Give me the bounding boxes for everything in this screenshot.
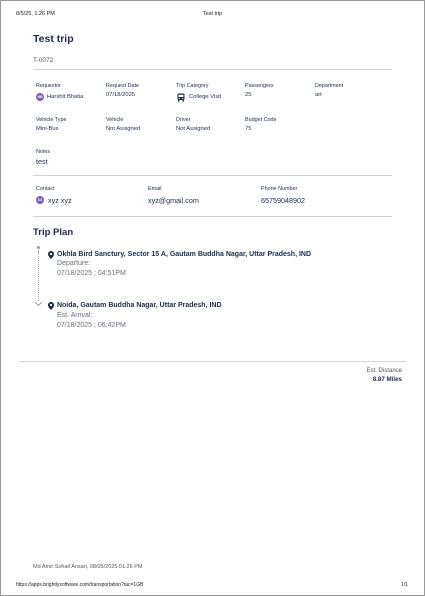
location-pin-icon xyxy=(48,251,54,259)
budget-code-label: Budget Code xyxy=(245,117,277,123)
stop-arrival-label: Est. Arrival: xyxy=(57,312,93,319)
divider xyxy=(33,175,392,176)
notes-label: Notes xyxy=(36,149,51,155)
distance-value: 8.87 Miles xyxy=(372,376,402,383)
driver-label: Driver xyxy=(176,117,191,123)
vehicle-value: Not Assigned xyxy=(106,126,141,132)
email-label: Email xyxy=(148,186,162,192)
phone-label: Phone Number xyxy=(261,186,298,192)
phone-value[interactable]: 65759048902 xyxy=(261,196,305,205)
divider xyxy=(33,216,392,217)
footer-url: https://apps.brightlysoftware.com/transportation?tac=1GB xyxy=(16,582,144,588)
footer-page-number: 1/1 xyxy=(401,582,408,588)
print-datetime: 8/5/25, 1:26 PM xyxy=(16,11,55,17)
passengers-label: Passengers xyxy=(245,83,274,89)
trip-code: T-0072 xyxy=(33,57,54,64)
notes-value: test xyxy=(36,157,48,166)
contact-name[interactable]: xyz xyz xyxy=(48,196,72,205)
trip-title: Test trip xyxy=(33,33,74,45)
driver-value: Not Assigned xyxy=(176,126,211,132)
stop-name: Noida, Gautam Buddha Nagar, Uttar Pradesh, IND xyxy=(57,302,222,309)
trip-category-label: Trip Category xyxy=(176,83,209,89)
vehicle-type-label: Vehicle Type xyxy=(36,117,67,123)
contact-avatar: XX xyxy=(37,198,43,202)
department-label: Department xyxy=(315,83,344,89)
budget-code-value: 75 xyxy=(245,126,252,132)
stop-name: Okhla Bird Sanctury, Sector 15 A, Gautam Buddha Nagar, Uttar Pradesh, IND xyxy=(57,251,312,258)
trip-plan-title: Trip Plan xyxy=(33,227,74,238)
chevron-down-icon xyxy=(34,301,43,307)
stop-arrival-time: 07/18/2025 ; 06:42PM xyxy=(57,322,126,329)
request-date-label: Request Date xyxy=(106,83,139,89)
contact-label: Contact xyxy=(36,186,55,192)
divider xyxy=(20,361,406,362)
trip-category-value: College Visit xyxy=(189,94,222,100)
passengers-value: 25 xyxy=(245,92,252,98)
footer-author: Md Amir Sohail Ansari, 08/05/2025 01:26 PM xyxy=(33,564,143,570)
distance-label: Est. Distance xyxy=(366,368,402,374)
stop-departure-label: Departure: xyxy=(57,260,91,267)
vehicle-type-value: Mini-Bus xyxy=(36,126,59,132)
requestor-name[interactable]: Harshit Bhatia xyxy=(47,94,84,100)
email-value[interactable]: xyz@gmail.com xyxy=(148,196,199,205)
requestor-label: Requestor xyxy=(36,83,61,89)
request-date-value: 07/18/2025 xyxy=(106,92,136,98)
requestor-avatar: HB xyxy=(37,95,43,99)
print-title: Test trip xyxy=(202,11,223,17)
location-pin-icon xyxy=(48,302,54,310)
vehicle-label: Vehicle xyxy=(106,117,124,123)
route-start-dot xyxy=(37,246,40,249)
stop-departure-time: 07/18/2025 ; 04:51PM xyxy=(57,270,126,277)
route-line xyxy=(38,251,39,301)
department-value: art xyxy=(315,92,322,98)
bus-icon xyxy=(177,93,185,102)
divider xyxy=(33,69,392,70)
